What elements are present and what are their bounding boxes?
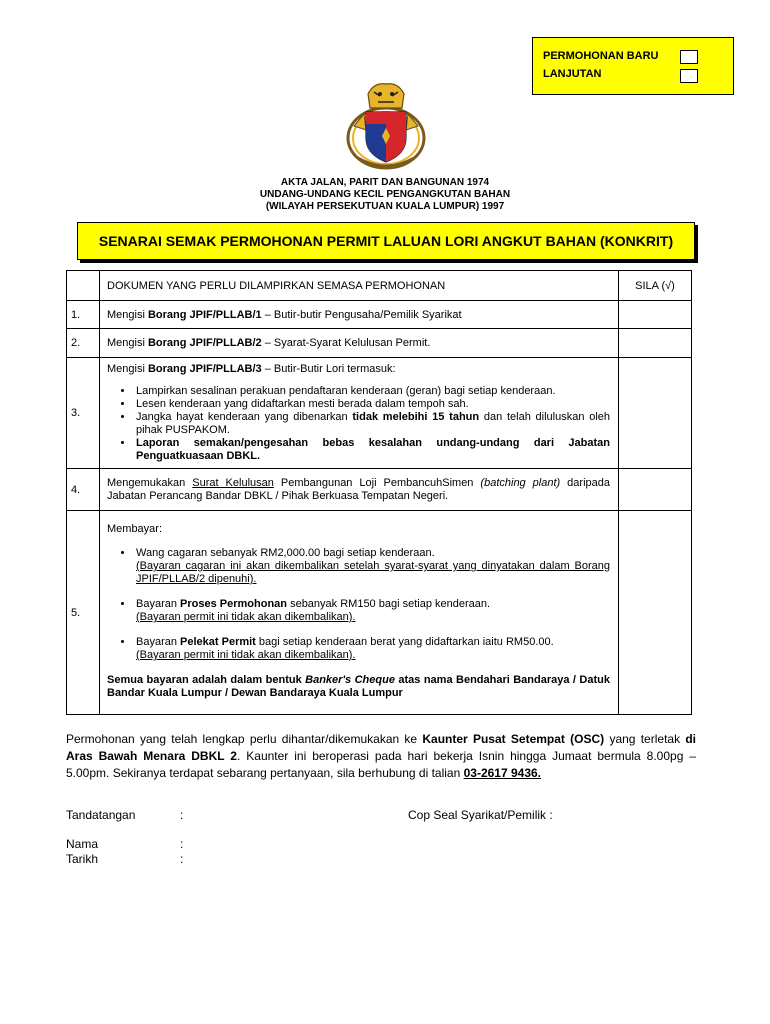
row-5-check-cell[interactable] bbox=[619, 511, 692, 715]
row-description: Mengisi Borang JPIF/PLLAB/2 – Syarat-Syarat Kelulusan Permit. bbox=[100, 329, 619, 358]
row-description: Membayar: • Wang cagaran sebanyak RM2,000.00 bagi setiap kenderaan. (Bayaran cagaran ini akan dikembalikan setelah syarat-syarat yang dinyatakan dalam Borang JPIF/PLLAB/2 dipenuhi). • Bayaran Proses Permohonan sebanyak RM150 bagi setiap kenderaan. (Bayaran permit ini tidak akan dikembalikan). • Bayaran Pelekat Permit bagi setiap kenderaan berat yang didaftarkan iaitu RM50.00. (Bayaran permit ini tidak akan dikembalikan). Semua bayaran adalah dalam bentuk Banker's Cheque atas nama Bendahari Bandaraya / Datuk Bandar Kuala Lumpur / Dewan Bandaraya Kuala Lumpur bbox=[100, 511, 619, 715]
table-row bbox=[67, 358, 692, 469]
act-line-3: (WILAYAH PERSEKUTUAN KUALA LUMPUR) 1997 bbox=[265, 201, 505, 212]
nama-label: Nama bbox=[66, 837, 99, 851]
tarikh-colon: : bbox=[180, 852, 184, 866]
row-number: 2. bbox=[67, 329, 100, 358]
tandatangan-colon: : bbox=[180, 808, 184, 822]
submission-instructions: Permohonan yang telah lengkap perlu dihantar/dikemukakan ke Kaunter Pusat Setempat (OSC) yang terletak di Aras Bawah Menara DBKL 2. Kaunter ini beroperasi pada hari bekerja Isnin hingga Jumaat bermula 8.00pg – 5.00pm. Sekiranya terdapat sebarang pertanyaan, sila berhubung di talian 03-2617 9436. bbox=[66, 732, 697, 780]
payment-note: Semua bayaran adalah dalam bentuk Banker's Cheque atas nama Bendahari Bandaraya / Datuk Bandar Kuala Lumpur / Dewan Bandaraya Kuala Lumpur bbox=[107, 674, 610, 699]
list-item: • Wang cagaran sebanyak RM2,000.00 bagi setiap kenderaan. (Bayaran cagaran ini akan dikembalikan setelah syarat-syarat yang dinyatakan dalam Borang JPIF/PLLAB/2 dipenuhi). bbox=[134, 547, 610, 586]
table-row bbox=[67, 329, 692, 358]
permohonan-baru-label: PERMOHONAN BARU bbox=[543, 50, 659, 62]
permohonan-baru-checkbox[interactable] bbox=[680, 50, 698, 64]
column-header-sila: SILA (√) bbox=[619, 271, 692, 301]
row-description: Mengemukakan Surat Kelulusan Pembangunan Loji PembancuhSimen (batching plant) daripada Jabatan Perancang Bandar DBKL / Pihak Berkuasa Tempatan Negeri. bbox=[100, 469, 619, 511]
nama-colon: : bbox=[180, 837, 184, 851]
cop-seal-label: Cop Seal Syarikat/Pemilik : bbox=[408, 808, 553, 822]
list-item: • Lesen kenderaan yang didaftarkan mesti berada dalam tempoh sah. bbox=[134, 398, 610, 411]
row-2-check-cell[interactable] bbox=[619, 329, 692, 358]
document-title: SENARAI SEMAK PERMOHONAN PERMIT LALUAN LORI ANGKUT BAHAN (KONKRIT) bbox=[77, 222, 695, 260]
row-1-check-cell[interactable] bbox=[619, 301, 692, 329]
table-row bbox=[67, 301, 692, 329]
list-item: • Bayaran Pelekat Permit bagi setiap kenderaan berat yang didaftarkan iaitu RM50.00. (Bayaran permit ini tidak akan dikembalikan). bbox=[134, 636, 610, 662]
lanjutan-label: LANJUTAN bbox=[543, 68, 602, 80]
tandatangan-label: Tandatangan bbox=[66, 808, 136, 822]
row-description: Mengisi Borang JPIF/PLLAB/1 – Butir-butir Pengusaha/Pemilik Syarikat bbox=[100, 301, 619, 329]
row-4-check-cell[interactable] bbox=[619, 469, 692, 511]
list-item: • Bayaran Proses Permohonan sebanyak RM150 bagi setiap kenderaan. (Bayaran permit ini tidak akan dikembalikan). bbox=[134, 598, 610, 624]
lanjutan-checkbox[interactable] bbox=[680, 69, 698, 83]
table-header-row bbox=[67, 271, 692, 301]
act-line-1: AKTA JALAN, PARIT DAN BANGUNAN 1974 bbox=[280, 177, 490, 188]
table-row bbox=[67, 469, 692, 511]
list-item: • Jangka hayat kenderaan yang dibenarkan tidak melebihi 15 tahun dan telah diluluskan oleh pihak PUSPAKOM. bbox=[134, 411, 610, 437]
row-number: 5. bbox=[67, 511, 100, 715]
act-line-2: UNDANG-UNDANG KECIL PENGANGKUTAN BAHAN bbox=[259, 189, 511, 200]
column-header-documents: DOKUMEN YANG PERLU DILAMPIRKAN SEMASA PERMOHONAN bbox=[100, 271, 619, 301]
tarikh-label: Tarikh bbox=[66, 852, 99, 866]
row-number: 4. bbox=[67, 469, 100, 511]
phone-number: 03-2617 9436. bbox=[463, 766, 542, 780]
row-number: 1. bbox=[67, 301, 100, 329]
checklist-table bbox=[66, 270, 692, 715]
application-type-box bbox=[532, 37, 734, 95]
row-3-check-cell[interactable] bbox=[619, 358, 692, 469]
table-row bbox=[67, 511, 692, 715]
list-item: • Lampirkan sesalinan perakuan pendaftaran kenderaan (geran) bagi setiap kenderaan. bbox=[134, 385, 610, 398]
list-item: • Laporan semakan/pengesahan bebas kesalahan undang-undang dari Jabatan Penguatkuasaan DBKL. bbox=[134, 437, 610, 463]
row-number: 3. bbox=[67, 358, 100, 469]
row-description: Mengisi Borang JPIF/PLLAB/3 – Butir-Butir Lori termasuk: • Lampirkan sesalinan perakuan pendaftaran kenderaan (geran) bagi setiap kenderaan. • Lesen kenderaan yang didaftarkan mesti berada dalam tempoh sah. • Jangka hayat kenderaan yang dibenarkan tidak melebihi 15 tahun dan telah diluluskan oleh pihak PUSPAKOM. • Laporan semakan/pengesahan bebas kesalahan undang-undang dari Jabatan Penguatkuasaan DBKL. bbox=[100, 358, 619, 469]
dbkl-crest-icon bbox=[344, 78, 428, 174]
